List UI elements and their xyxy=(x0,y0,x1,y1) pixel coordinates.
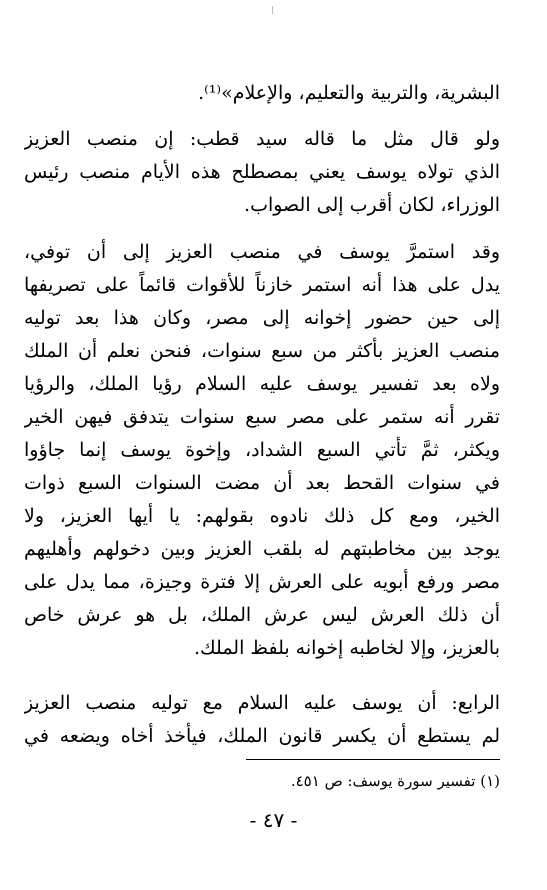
paragraph-fourth-point xyxy=(24,687,500,753)
text-line: في سنوات القحط بعد أن مضت السنوات السبع ذوات xyxy=(24,472,500,494)
text-line: بالعزيز، وإلا لخاطبه إخوانه بلفظ الملك. xyxy=(193,637,500,659)
scan-mark xyxy=(272,6,273,14)
text-line: تقرر أنه ستمر على مصر سبع سنوات يتدفق فيهن الخير xyxy=(24,406,500,428)
text-line: الخير، ومع كل ذلك نادوه بقولهم: يا أيها العزيز، ولا xyxy=(24,505,500,527)
footnote: (١) تفسير سورة يوسف: ص ٤٥١. xyxy=(290,772,500,790)
text-line: البشرية، والتربية والتعليم، والإعلام»⁽¹⁾. xyxy=(198,82,500,104)
paragraph-sayyid-qutb xyxy=(24,123,500,222)
page-number: - ٤٧ - xyxy=(249,808,298,832)
text-line: ولاه بعد تفسير يوسف عليه السلام رؤيا الملك، والرؤيا xyxy=(24,373,500,395)
text-line: الرابع: أن يوسف عليه السلام مع توليه منصب العزيز xyxy=(24,692,500,714)
text-line: أن ذلك العرش ليس عرش الملك، بل هو عرش خاص xyxy=(24,604,500,626)
text-line: مصر ورفع أبويه على العرش إلا فترة وجيزة، مما يدل على xyxy=(24,571,500,593)
text-line: منصب العزيز بأكثر من سبع سنوات، فنحن نعلم أن الملك xyxy=(24,340,500,362)
text-line: يوجد بين مخاطبتهم له بلقب العزيز وبين دخولهم وأهليهم xyxy=(24,538,500,560)
text-line: ويكثر، ثمَّ تأتي السبع الشداد، وإخوة يوسف إنما جاؤوا xyxy=(24,439,500,461)
text-line: يدل على هذا أنه استمر خازناً للأقوات قائماً على تصريفها xyxy=(24,274,500,296)
text-line: الوزراء، لكان أقرب إلى الصواب. xyxy=(244,194,500,216)
paragraph-continuation xyxy=(24,77,500,110)
footnote-divider xyxy=(246,759,500,760)
text-line: لم يستطع أن يكسر قانون الملك، فيأخذ أخاه ويضعه في xyxy=(24,725,500,747)
text-line: إلى حين حضور إخوانه إلى مصر، وكان هذا بعد توليه xyxy=(24,307,500,329)
text-line: ولو قال مثل ما قاله سيد قطب: إن منصب العزيز xyxy=(24,128,500,150)
paragraph-yusuf-aziz xyxy=(24,236,500,665)
text-line: الذي تولاه يوسف يعني بمصطلح هذه الأيام منصب رئيس xyxy=(24,161,500,183)
text-line: وقد استمرَّ يوسف في منصب العزيز إلى أن توفي، xyxy=(24,241,500,263)
